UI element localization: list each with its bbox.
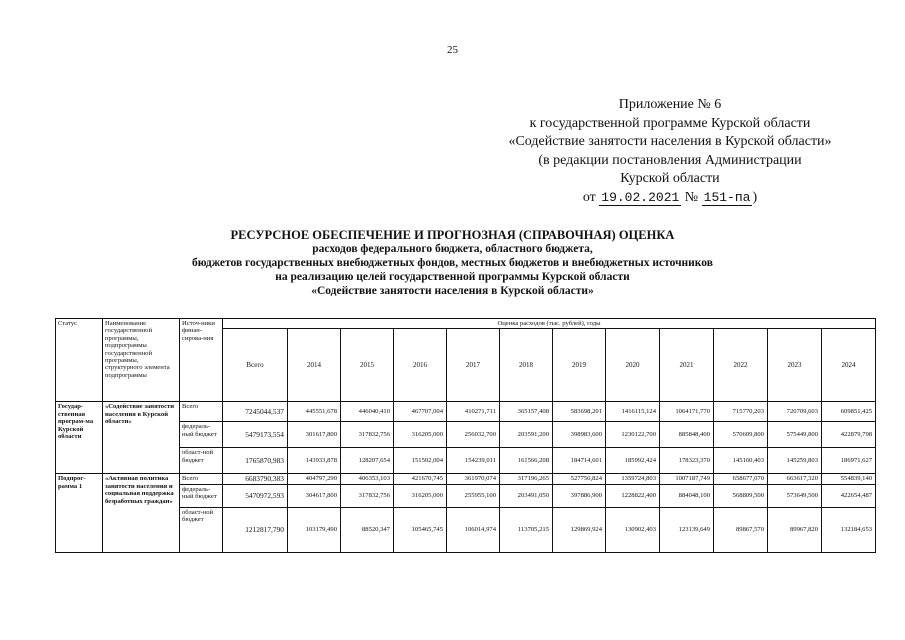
value-cell: 317196,265 <box>500 474 553 484</box>
status-cell: Подпрог-рамма 1 <box>56 474 103 552</box>
from-prefix: от <box>582 189 596 205</box>
value-cell: 365157,408 <box>500 402 553 422</box>
table-row <box>56 474 876 484</box>
header-row <box>56 319 876 329</box>
source-cell: Всего <box>180 474 223 484</box>
value-cell: 106014,974 <box>447 507 500 552</box>
year-header: 2019 <box>553 329 606 402</box>
value-cell: 410271,711 <box>447 402 500 422</box>
value-cell: 467707,004 <box>394 402 447 422</box>
value-cell: 89867,570 <box>714 507 768 552</box>
value-cell: 317832,756 <box>341 484 394 507</box>
appendix-block <box>470 96 870 207</box>
value-cell: 1007187,749 <box>660 474 714 484</box>
decree-number: 151-па <box>703 189 751 205</box>
value-cell: 361970,074 <box>447 474 500 484</box>
value-cell: 422654,487 <box>822 484 876 507</box>
value-cell: 422879,798 <box>822 422 876 448</box>
value-cell: 1064171,770 <box>660 402 714 422</box>
year-header: 2014 <box>288 329 341 402</box>
source-cell: област-ной бюджет <box>180 507 223 552</box>
source-cell: федераль-ный бюджет <box>180 422 223 448</box>
year-header: 2023 <box>768 329 822 402</box>
value-cell: 446040,410 <box>341 402 394 422</box>
value-cell: 88520,347 <box>341 507 394 552</box>
value-cell: 256032,700 <box>447 422 500 448</box>
total-cell: 6683790,383 <box>223 474 288 484</box>
value-cell: 884048,100 <box>660 484 714 507</box>
appendix-title: Приложение № 6 <box>618 97 722 112</box>
value-cell: 203491,050 <box>500 484 553 507</box>
value-cell: 568809,500 <box>714 484 768 507</box>
value-cell: 128207,654 <box>341 448 394 474</box>
heading-line: бюджетов государственных внебюджетных фондов, местных бюджетов и внебюджетных источников <box>192 257 713 269</box>
appendix-line: (в редакции постановления Администрации <box>538 152 802 168</box>
value-cell: 178323,370 <box>660 448 714 474</box>
resource-table <box>55 318 876 553</box>
value-cell: 720709,603 <box>768 402 822 422</box>
closing-paren: ) <box>752 189 758 205</box>
value-cell: 145259,803 <box>768 448 822 474</box>
appendix-program-name: «Содействие занятости населения в Курской области» <box>508 134 832 149</box>
year-header: 2020 <box>606 329 660 402</box>
value-cell: 161566,208 <box>500 448 553 474</box>
total-cell: 1212817,790 <box>223 507 288 552</box>
value-cell: 406353,103 <box>341 474 394 484</box>
value-cell: 554839,140 <box>822 474 876 484</box>
value-cell: 1416115,124 <box>606 402 660 422</box>
appendix-line: Курской области <box>620 171 720 186</box>
value-cell: 575449,800 <box>768 422 822 448</box>
value-cell: 317832,756 <box>341 422 394 448</box>
value-cell: 203591,200 <box>500 422 553 448</box>
heading-line: расходов федерального бюджета, областного бюджета, <box>312 243 593 255</box>
status-header: Статус <box>56 319 103 402</box>
table-row <box>56 402 876 422</box>
value-cell: 130902,403 <box>606 507 660 552</box>
value-cell: 421670,745 <box>394 474 447 484</box>
total-cell: 7245044,537 <box>223 402 288 422</box>
value-cell: 129869,924 <box>553 507 606 552</box>
year-header: 2015 <box>341 329 394 402</box>
status-cell: Государ-ственная програм-ма Курской области <box>56 402 103 474</box>
value-cell: 527756,824 <box>553 474 606 484</box>
value-cell: 316205,000 <box>394 422 447 448</box>
year-header: 2017 <box>447 329 500 402</box>
value-cell: 1359724,803 <box>606 474 660 484</box>
total-header: Всего <box>223 329 288 402</box>
value-cell: 316205,000 <box>394 484 447 507</box>
value-cell: 143933,878 <box>288 448 341 474</box>
value-cell: 609851,425 <box>822 402 876 422</box>
source-header: Источ-ники финан-сирова-ния <box>180 319 223 402</box>
value-cell: 186971,627 <box>822 448 876 474</box>
value-cell: 301617,800 <box>288 422 341 448</box>
value-cell: 404797,290 <box>288 474 341 484</box>
value-cell: 123139,649 <box>660 507 714 552</box>
value-cell: 398983,600 <box>553 422 606 448</box>
year-header: 2021 <box>660 329 714 402</box>
value-cell: 885848,400 <box>660 422 714 448</box>
value-cell: 255955,100 <box>447 484 500 507</box>
value-cell: 570609,800 <box>714 422 768 448</box>
source-cell: Всего <box>180 402 223 422</box>
appendix-line: к государственной программе Курской области <box>529 115 811 131</box>
year-header: 2016 <box>394 329 447 402</box>
heading-line: «Содействие занятости населения в Курской области» <box>311 285 594 297</box>
program-name-cell: «Активная политика занятости населения и социальная поддержка безработных граждан» <box>103 474 180 552</box>
source-cell: федераль-ный бюджет <box>180 484 223 507</box>
decree-date: 19.02.2021 <box>601 189 680 205</box>
value-cell: 132184,653 <box>822 507 876 552</box>
number-prefix: № <box>684 189 699 205</box>
value-cell: 184714,601 <box>553 448 606 474</box>
year-header: 2018 <box>500 329 553 402</box>
value-cell: 1230122,700 <box>606 422 660 448</box>
value-cell: 658677,070 <box>714 474 768 484</box>
document-heading <box>0 228 905 298</box>
total-cell: 5479173,554 <box>223 422 288 448</box>
value-cell: 573649,500 <box>768 484 822 507</box>
value-cell: 105465,745 <box>394 507 447 552</box>
heading-line: на реализацию целей государственной программы Курской области <box>275 271 630 283</box>
source-cell: област-ной бюджет <box>180 448 223 474</box>
total-cell: 5470972,593 <box>223 484 288 507</box>
value-cell: 89967,820 <box>768 507 822 552</box>
value-cell: 113705,215 <box>500 507 553 552</box>
value-cell: 185992,424 <box>606 448 660 474</box>
value-cell: 304617,800 <box>288 484 341 507</box>
value-cell: 583698,201 <box>553 402 606 422</box>
value-cell: 154239,011 <box>447 448 500 474</box>
value-cell: 1228822,400 <box>606 484 660 507</box>
heading-title: РЕСУРСНОЕ ОБЕСПЕЧЕНИЕ И ПРОГНОЗНАЯ (СПРАВОЧНАЯ) ОЦЕНКА <box>230 228 675 242</box>
year-header: 2024 <box>822 329 876 402</box>
value-cell: 145160,403 <box>714 448 768 474</box>
program-name-cell: «Содействие занятости населения в Курской области» <box>103 402 180 474</box>
name-header: Наименование государственной программы, подпрограммы государственной программы, структурного элемента подпрограммы <box>103 319 180 402</box>
value-cell: 663617,320 <box>768 474 822 484</box>
value-cell: 445551,678 <box>288 402 341 422</box>
estimate-header: Оценка расходов (тыс. рублей), годы <box>223 319 876 329</box>
appendix-date-line <box>470 189 870 208</box>
total-cell: 1765870,983 <box>223 448 288 474</box>
value-cell: 715770,203 <box>714 402 768 422</box>
value-cell: 103179,490 <box>288 507 341 552</box>
value-cell: 151502,004 <box>394 448 447 474</box>
value-cell: 397886,900 <box>553 484 606 507</box>
page-number: 25 <box>447 44 458 56</box>
year-header: 2022 <box>714 329 768 402</box>
